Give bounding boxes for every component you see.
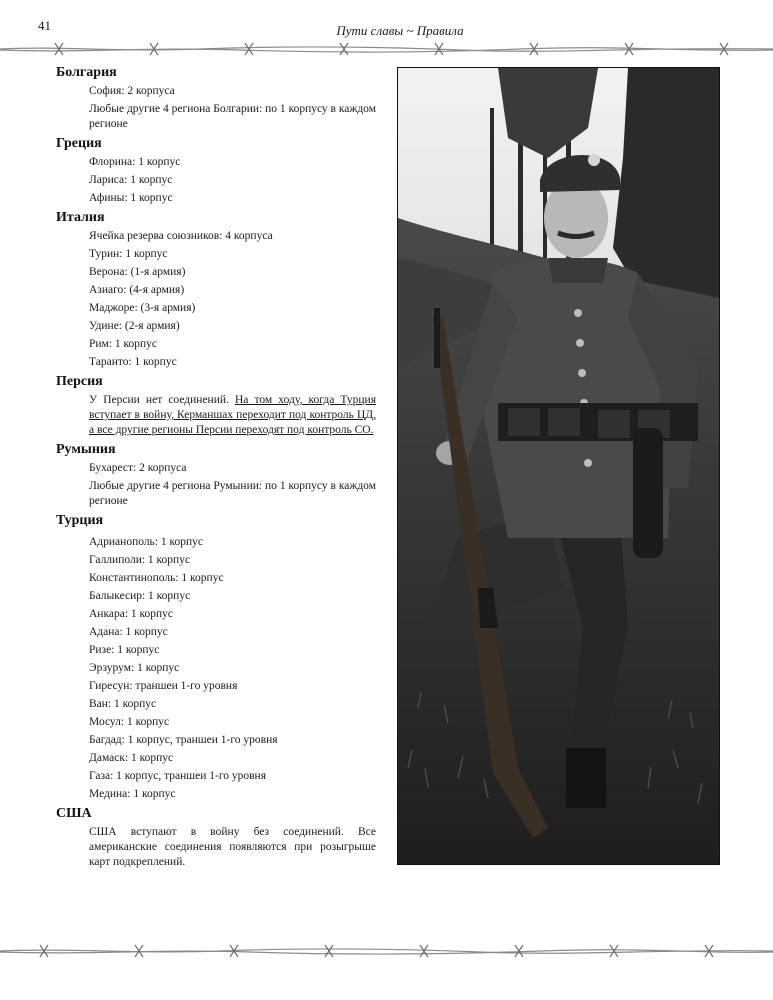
section-heading: Болгария [56,65,117,80]
list-item: Любые другие 4 региона Болгарии: по 1 корпусу в каждом регионе [89,103,376,130]
section-romania [56,441,376,509]
section-italy [56,209,376,370]
list-item: Афины: 1 корпус [89,192,173,204]
list-item: Ячейка резерва союзников: 4 корпуса [89,230,273,242]
section-heading: США [56,806,92,821]
list-item: Флорина: 1 корпус [89,156,181,168]
list-item: Бухарест: 2 корпуса [89,462,187,474]
list-item: Адана: 1 корпус [89,626,168,638]
list-item: Балыкесир: 1 корпус [89,590,191,602]
list-item: Лариса: 1 корпус [89,174,173,186]
list-item: Удине: (2-я армия) [89,320,180,332]
list-item: Эрзурум: 1 корпус [89,662,180,674]
section-turkey [56,512,376,802]
list-item: Верона: (1-я армия) [89,266,186,278]
list-item: Анкара: 1 корпус [89,608,174,620]
soldier-photo-illustration [398,68,719,864]
list-item: Ризе: 1 корпус [89,644,160,656]
list-item: Любые другие 4 региона Румынии: по 1 корпусу в каждом регионе [89,480,376,507]
list-item: Таранто: 1 корпус [89,356,177,368]
section-heading: Италия [56,210,105,225]
list-item [89,393,376,438]
barbed-wire-divider-top [0,34,773,64]
list-item: Адрианополь: 1 корпус [89,536,204,548]
list-item: София: 2 корпуса [89,85,175,97]
list-item: Турин: 1 корпус [89,248,168,260]
list-item: Константинополь: 1 корпус [89,572,224,584]
barbed-wire-divider-bottom [0,936,773,966]
running-title: Пути славы ~ Правила [336,23,464,38]
list-item: Азиаго: (4-я армия) [89,284,185,296]
list-item: Медина: 1 корпус [89,788,176,800]
list-item: Рим: 1 корпус [89,338,158,350]
list-item: США вступают в войну без соединений. Все американские соединения появляются при розыгрыше карт подкреплений. [89,826,376,868]
section-heading: Турция [56,513,104,528]
list-item: Маджоре: (3-я армия) [89,302,196,314]
section-bulgaria [56,64,376,132]
unit-setup-list [56,64,376,873]
section-persia [56,373,376,438]
page-number: 41 [38,18,51,33]
list-item: Багдад: 1 корпус, траншеи 1-го уровня [89,734,278,746]
soldier-photo [397,67,720,865]
section-heading: Румыния [56,442,116,457]
section-usa [56,805,376,870]
list-item: Галлиполи: 1 корпус [89,554,191,566]
list-item: Ван: 1 корпус [89,698,157,710]
persia-note-underlined: На том ходу, когда Турция вступает в войну, Керманшах переходит под контроль ЦД, а все другие регионы Персии переходят под контроль СО. [89,394,376,436]
section-greece [56,135,376,206]
list-item: Дамаск: 1 корпус [89,752,174,764]
list-item: Мосул: 1 корпус [89,716,170,728]
list-item: Гиресун: траншеи 1-го уровня [89,680,238,692]
list-item: Газа: 1 корпус, траншеи 1-го уровня [89,770,266,782]
section-heading: Греция [56,136,102,151]
section-heading: Персия [56,374,103,389]
persia-note-plain: У Персии нет соединений. [89,394,235,406]
